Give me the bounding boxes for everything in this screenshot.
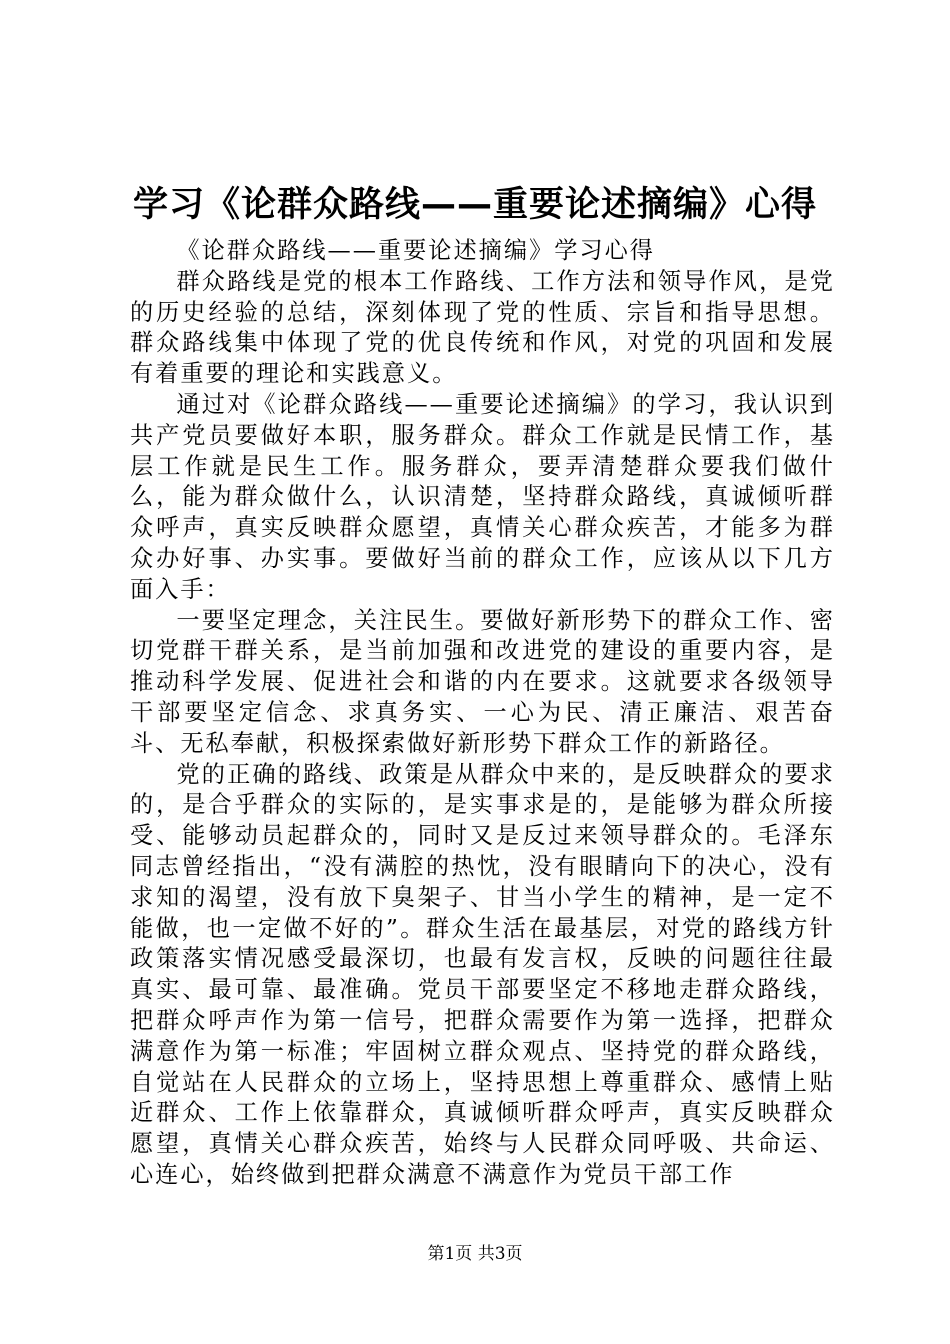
document-body <box>130 236 835 1191</box>
page-footer: 第1页 共3页 <box>427 1244 523 1264</box>
document-subtitle: 《论群众路线——重要论述摘编》学习心得 <box>176 237 655 264</box>
document-title: 学习《论群众路线——重要论述摘编》心得 <box>132 185 817 225</box>
body-paragraph: 通过对《论群众路线——重要论述摘编》的学习，我认识到共产党员要做好本职，服务群众。群众工作就是民情工作，基层工作就是民生工作。服务群众，要弄清楚群众要我们做什么，能为群众做什么，认识清楚，坚持群众路线，真诚倾听群众呼声，真实反映群众愿望，真情关心群众疾苦，才能多为群众办好事、办实事。要做好当前的群众工作，应该从以下几方面入手： <box>130 390 835 603</box>
body-paragraph: 一要坚定理念，关注民生。要做好新形势下的群众工作、密切党群干群关系，是当前加强和改进党的建设的重要内容，是推动科学发展、促进社会和谐的内在要求。这就要求各级领导干部要坚定信念、求真务实、一心为民、清正廉洁、艰苦奋斗、无私奉献，积极探索做好新形势下群众工作的新路径。 <box>130 606 835 757</box>
body-paragraph: 党的正确的路线、政策是从群众中来的，是反映群众的要求的，是合乎群众的实际的，是实事求是的，是能够为群众所接受、能够动员起群众的，同时又是反过来领导群众的。毛泽东同志曾经指出，“没有满腔的热忱，没有眼睛向下的决心，没有求知的渴望，没有放下臭架子、甘当小学生的精神，是一定不能做，也一定做不好的”。群众生活在最基层，对党的路线方针政策落实情况感受最深切，也最有发言权，反映的问题往往最真实、最可靠、最准确。党员干部要坚定不移地走群众路线，把群众呼声作为第一信号，把群众需要作为第一选择，把群众满意作为第一标准；牢固树立群众观点、坚持党的群众路线，自觉站在人民群众的立场上，坚持思想上尊重群众、感情上贴近群众、工作上依靠群众，真诚倾听群众呼声，真实反映群众愿望，真情关心群众疾苦，始终与人民群众同呼吸、共命运、心连心，始终做到把群众满意不满意作为党员干部工作 <box>130 760 835 1188</box>
body-paragraph: 群众路线是党的根本工作路线、工作方法和领导作风，是党的历史经验的总结，深刻体现了党的性质、宗旨和指导思想。群众路线集中体现了党的优良传统和作风，对党的巩固和发展有着重要的理论和实践意义。 <box>130 267 835 388</box>
